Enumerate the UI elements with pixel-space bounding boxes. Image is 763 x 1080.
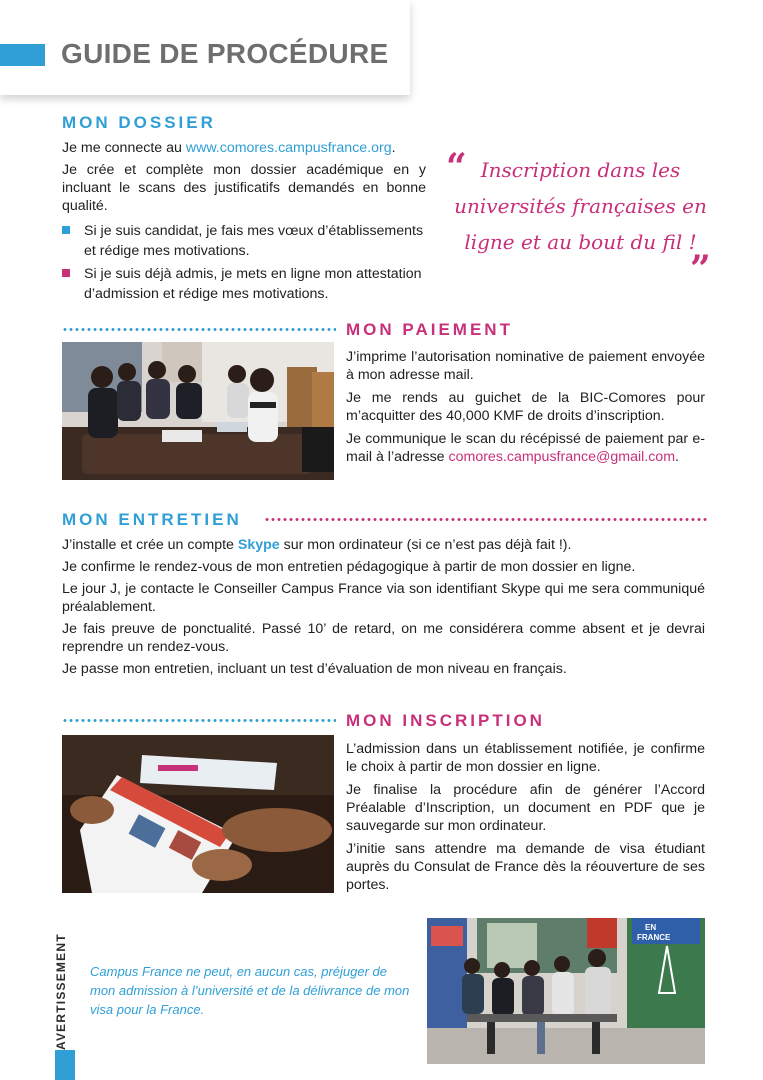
paiement-paragraph-3 [346, 430, 705, 466]
dossier-line1-suffix: . [391, 140, 396, 156]
blue-square-bullet-icon [62, 226, 70, 234]
paiement-para3-text: Je communique le scan du récépissé de paiement par e-mail à l’adresse [346, 431, 705, 465]
entretien-paragraph-4: Je fais preuve de ponctualité. Passé 10’ de retard, on me considérera comme absent et je devrai reprendre un rendez-vous. [62, 621, 705, 655]
poster-france: FRANCE [637, 933, 671, 942]
dossier-text [62, 139, 426, 307]
header-banner [0, 0, 410, 95]
paiement-paragraph-1: J’imprime l’autorisation nominative de paiement envoyée à mon adresse mail. [346, 349, 705, 383]
dotted-divider-inscription [62, 719, 336, 722]
entretien-paragraph-2: Je confirme le rendez-vous de mon entretien pédagogique à partir de mon dossier en ligne. [62, 559, 636, 575]
entretien-paragraph-5: Je passe mon entretien, incluant un test d’évaluation de mon niveau en français. [62, 661, 567, 677]
avertissement-text: Campus France ne peut, en aucun cas, préjuger de mon admission à l’université et de la délivrance de mon visa pour la France. [90, 964, 410, 1017]
close-quote-icon: ” [690, 248, 711, 290]
entretien-paragraph-1 [62, 536, 705, 554]
inscription-paragraph-3: J’initie sans attendre ma demande de visa étudiant auprès du Consulat de France dès la réouverture de ses portes. [346, 841, 705, 893]
avertissement-accent-bar [55, 1050, 75, 1080]
dotted-divider-paiement [62, 328, 336, 331]
students-office-illustration [427, 918, 705, 1064]
entretien-para1-suffix: sur mon ordinateur (si ce n’est pas déjà fait !). [279, 537, 572, 553]
section-title-inscription: MON INSCRIPTION [346, 711, 545, 730]
bullet-text: Si je suis candidat, je fais mes vœux d’établissements et rédige mes motivations. [84, 223, 424, 259]
campusfrance-email-link[interactable]: comores.campusfrance@gmail.com [448, 449, 676, 465]
open-quote-icon: “ [446, 146, 467, 188]
dossier-line-1 [62, 139, 426, 157]
poster-en: EN [645, 923, 657, 932]
photo-brochure-in-hands [62, 735, 334, 893]
dotted-divider-entretien [264, 518, 708, 521]
inscription-text [346, 740, 705, 898]
dossier-bullet-candidat [62, 221, 426, 261]
dossier-paragraph-2: Je crée et complète mon dossier académique en y incluant le scans des justificatifs demandés en bonne qualité. [62, 162, 426, 214]
brochure-illustration [62, 735, 334, 893]
section-title-entretien: MON ENTRETIEN [62, 510, 242, 529]
section-title-dossier: MON DOSSIER [62, 113, 216, 132]
paiement-para3-suffix: . [675, 449, 679, 465]
section-title-paiement: MON PAIEMENT [346, 320, 513, 339]
inscription-paragraph-2: Je finalise la procédure afin de générer l’Accord Préalable d’Inscription, un document en PDF que je sauvegarde sur mon ordinateur. [346, 782, 705, 834]
page-title: GUIDE DE PROCÉDURE [61, 38, 389, 69]
bullet-text: Si je suis déjà admis, je mets en ligne mon attestation d’admission et rédige mes motivations. [84, 266, 422, 302]
dossier-line1-text: Je me connecte au [62, 140, 186, 156]
pull-quote: Inscription dans les universités françaises en ligne et au bout du fil ! [454, 158, 707, 254]
dossier-bullet-admis [62, 264, 426, 304]
entretien-paragraph-3: Le jour J, je contacte le Conseiller Campus France via son identifiant Skype qui me sera communiqué préalablement. [62, 581, 705, 615]
photo-students-meeting-room [62, 342, 334, 480]
paiement-text [346, 348, 705, 470]
entretien-text [62, 536, 705, 682]
header-accent-bar [0, 44, 45, 66]
inscription-paragraph-1: L’admission dans un établissement notifiée, je confirme le choix à partir de mon dossier en ligne. [346, 741, 705, 775]
paiement-paragraph-2: Je me rends au guichet de la BIC-Comores pour m’acquitter des 40,000 KMF de droits d’inscription. [346, 390, 705, 424]
entretien-para1-text: J’installe et crée un compte [62, 537, 238, 553]
photo-students-campus-france-office [427, 918, 705, 1064]
students-meeting-illustration [62, 342, 334, 480]
pink-square-bullet-icon [62, 269, 70, 277]
campusfrance-link[interactable]: www.comores.campusfrance.org [185, 140, 392, 156]
avertissement-label: AVERTISSEMENT [54, 933, 68, 1050]
skype-word: Skype [237, 537, 280, 553]
